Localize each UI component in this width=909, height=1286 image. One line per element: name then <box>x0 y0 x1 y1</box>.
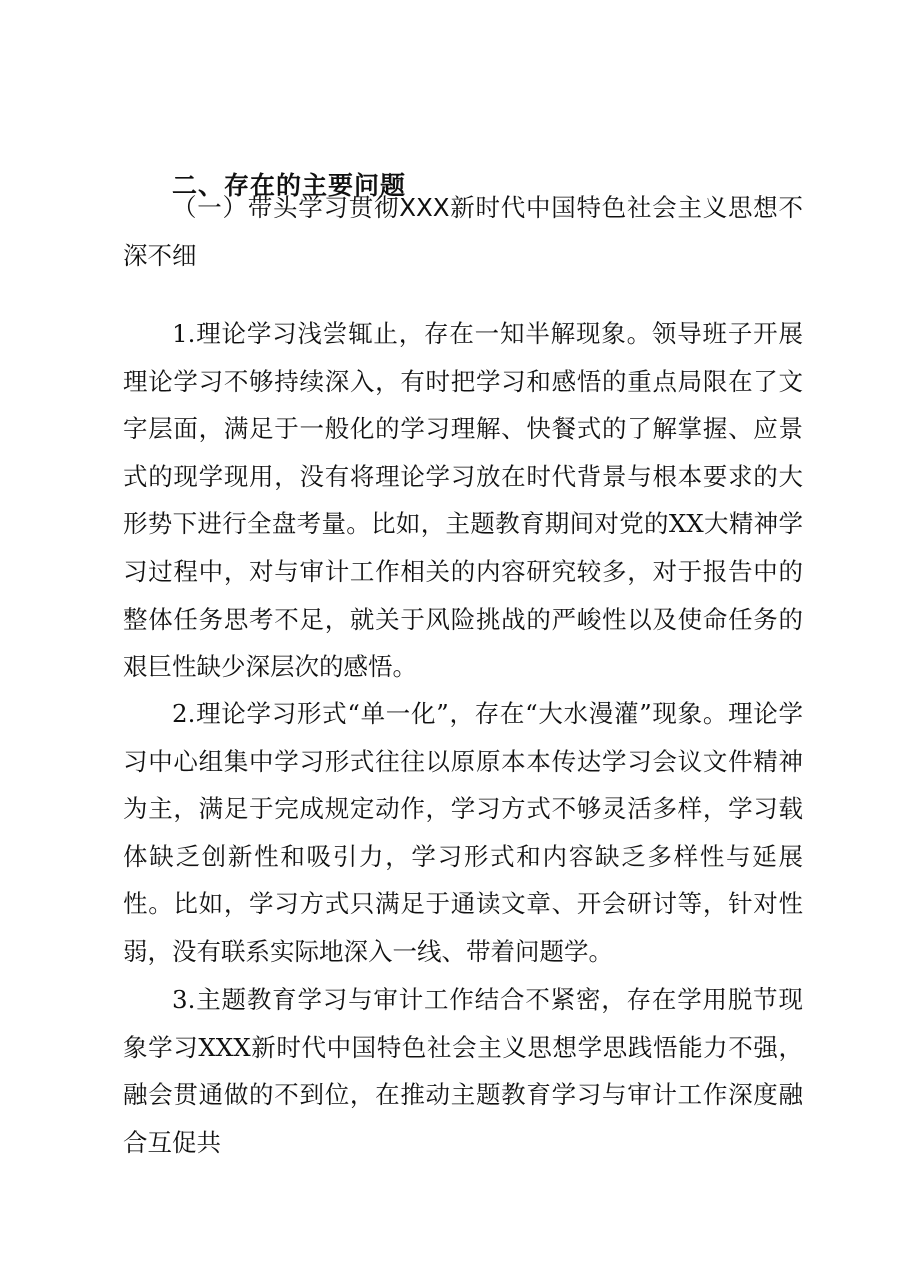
section-heading: 二、存在的主要问题 <box>172 171 407 200</box>
paragraph-3: 3.主题教育学习与审计工作结合不紧密，存在学用脱节现象学习XXX新时代中国特色社会主义思想学思践悟能力不强，融会贯通做的不到位，在推动主题教育学习与审计工作深度融合互促共 <box>123 985 803 1157</box>
subsection-heading: （一）带头学习贯彻XXX新时代中国特色社会主义思想不深不细 <box>123 193 803 270</box>
paragraph-block <box>123 976 803 1166</box>
paragraph-1: 1.理论学习浅尝辄止，存在一知半解现象。领导班子开展理论学习不够持续深入，有时把学习和感悟的重点局限在了文字层面，满足于一般化的学习理解、快餐式的了解掌握、应景式的现学现用，没有将理论学习放在时代背景与根本要求的大形势下进行全盘考量。比如，主题教育期间对党的XX大精神学习过程中，对与审计工作相关的内容研究较多，对于报告中的整体任务思考不足，就关于风险挑战的严峻性以及使命任务的艰巨性缺少深层次的感悟。 <box>123 319 803 682</box>
paragraph-block <box>123 310 803 691</box>
paragraph-2: 2.理论学习形式“单一化”，存在“大水漫灌”现象。理论学习中心组集中学习形式往往以原原本本传达学习会议文件精神为主，满足于完成规定动作，学习方式不够灵活多样，学习载体缺乏创新性和吸引力，学习形式和内容缺乏多样性与延展性。比如，学习方式只满足于通读文章、开会研讨等，针对性弱，没有联系实际地深入一线、带着问题学。 <box>123 699 803 966</box>
paragraph-block <box>123 690 803 976</box>
